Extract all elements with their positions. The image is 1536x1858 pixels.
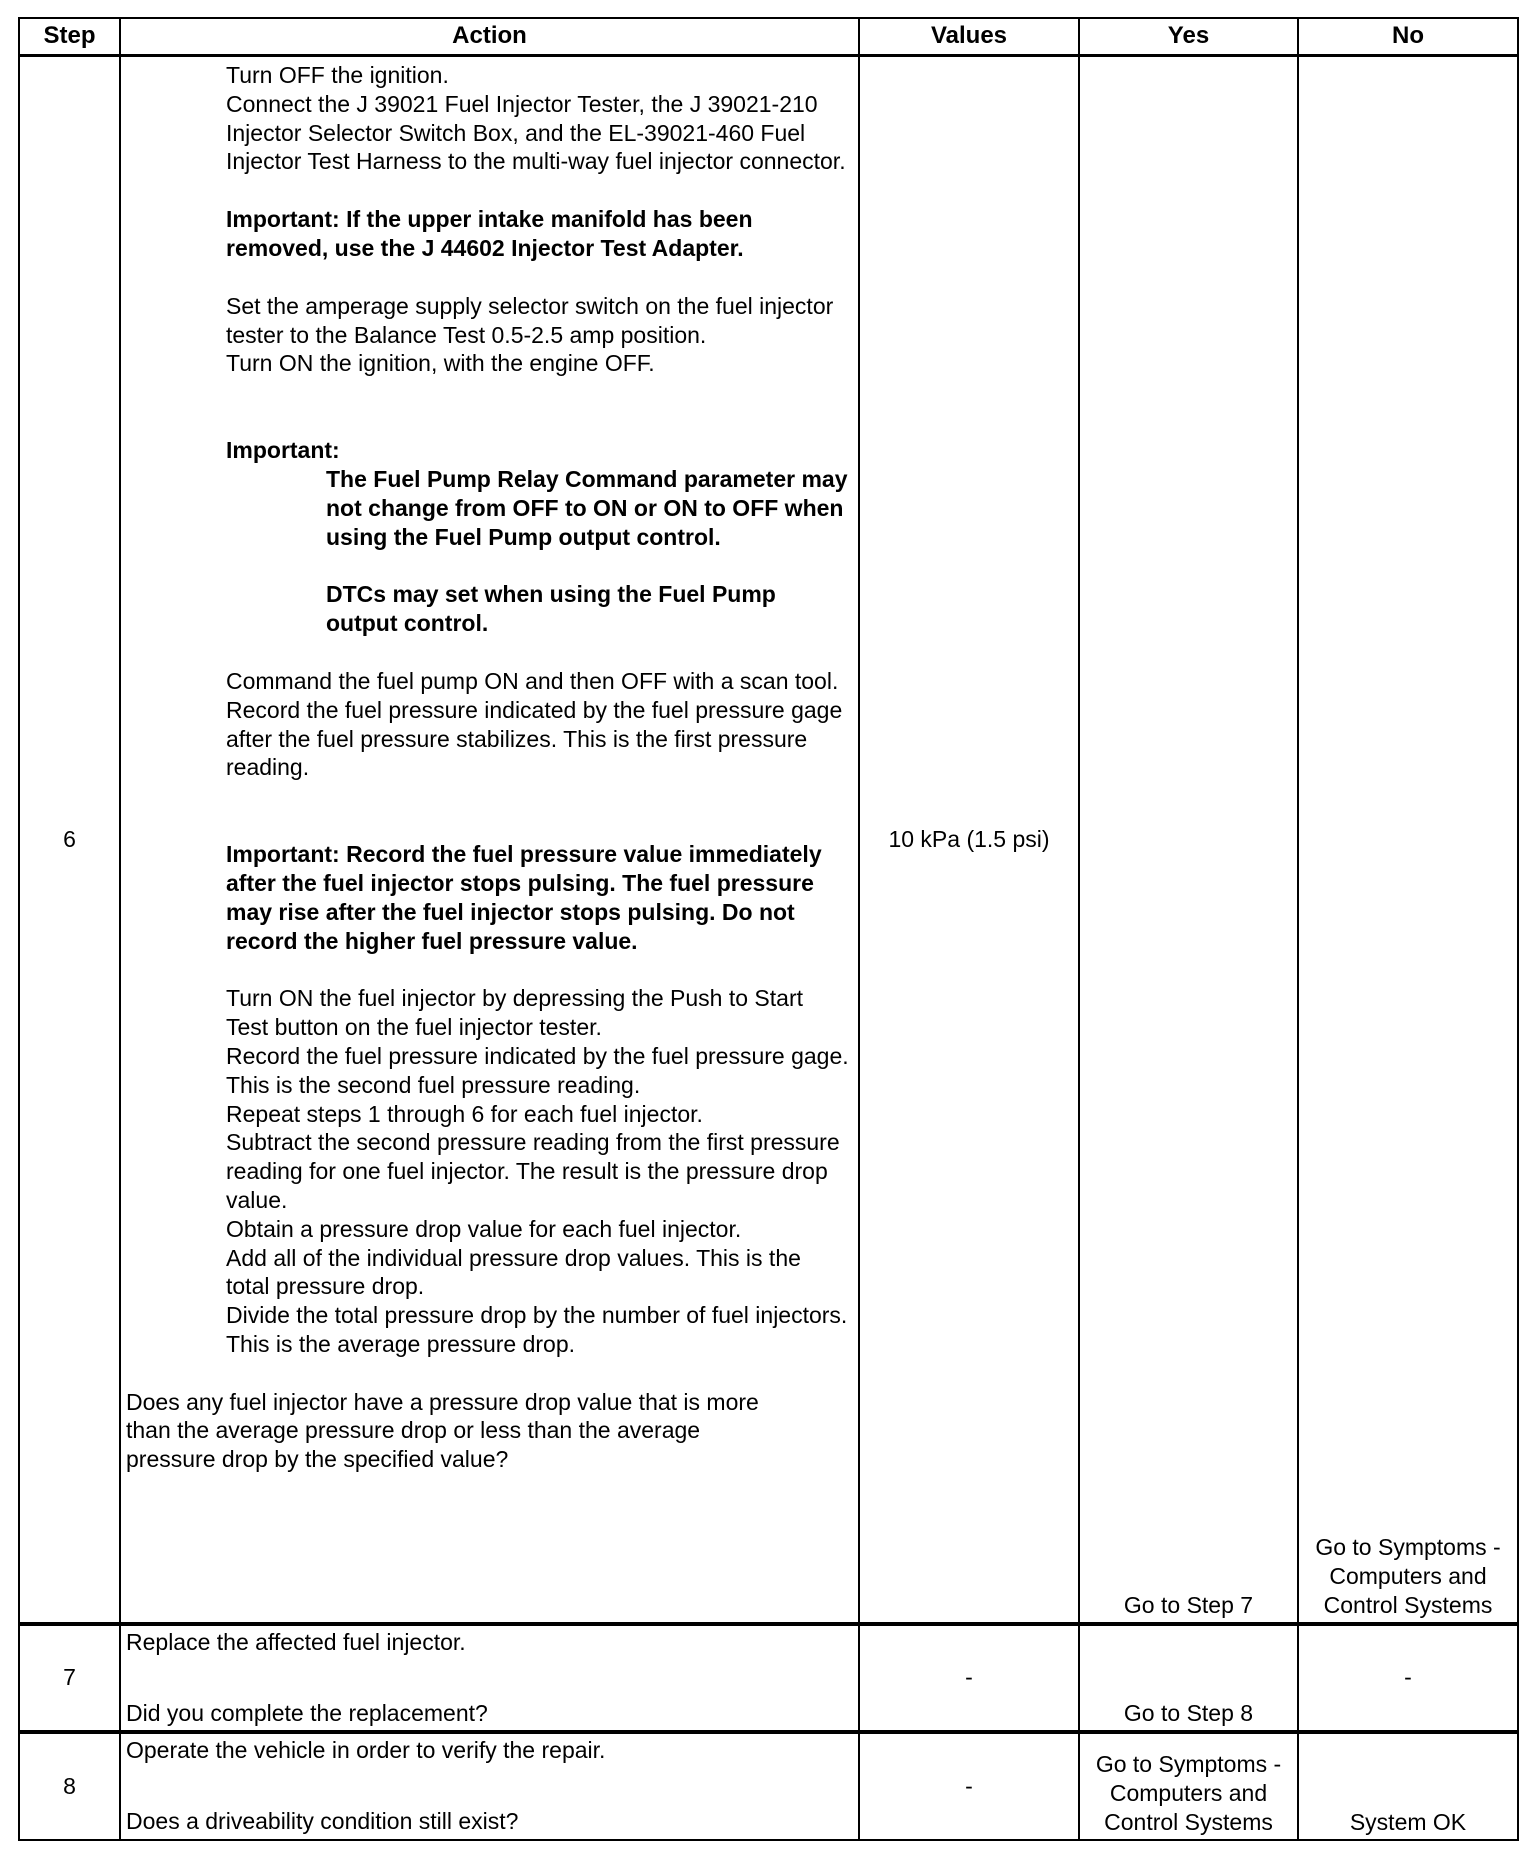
action-text: Subtract the second pressure reading from the first pressure reading for one fuel injector. The result is the pressure drop value.	[226, 1129, 840, 1213]
action-text: Repeat steps 1 through 6 for each fuel injector.	[226, 1100, 703, 1127]
action-text: Obtain a pressure drop value for each fuel injector.	[226, 1215, 742, 1242]
table-row-step-7	[19, 1624, 1518, 1732]
action-text: Divide the total pressure drop by the number of fuel injectors. This is the average pressure drop.	[226, 1302, 848, 1357]
action-cell	[120, 1624, 859, 1732]
action-text: Command the fuel pump ON and then OFF with a scan tool.	[226, 667, 839, 694]
important-label: Important:	[226, 437, 340, 464]
value-cell: -	[859, 1732, 1079, 1840]
important-note: Important: If the upper intake manifold has been removed, use the J 44602 Injector Test Adapter.	[226, 206, 753, 261]
header-values: Values	[859, 18, 1079, 56]
action-steps	[126, 61, 854, 1359]
yes-cell	[1079, 1732, 1298, 1840]
value-cell: -	[859, 1624, 1079, 1732]
decision-question: Did you complete the replacement?	[126, 1699, 488, 1726]
yes-cell	[1079, 56, 1298, 1624]
no-cell: -	[1298, 1624, 1518, 1732]
yes-link[interactable]: Go to Step 7	[1123, 1591, 1254, 1618]
step-number: 7	[19, 1624, 120, 1732]
header-no: No	[1298, 18, 1518, 56]
action-text: Operate the vehicle in order to verify the repair.	[126, 1736, 606, 1763]
action-text: Turn ON the fuel injector by depressing the Push to Start Test button on the fuel injector tester.	[226, 985, 803, 1041]
no-link: System OK	[1349, 1808, 1467, 1835]
important-note: DTCs may set when using the Fuel Pump output control.	[326, 581, 776, 637]
action-text: Replace the affected fuel injector.	[126, 1628, 466, 1655]
decision-question: Does any fuel injector have a pressure drop value that is more than the average pressure drop or less than the average pressure drop by the specified value?	[126, 1388, 759, 1473]
table-row-step-6	[19, 56, 1518, 1624]
no-link[interactable]: Go to Symptoms - Computers and Control Systems	[1315, 1534, 1501, 1618]
action-text: Turn OFF the ignition.	[226, 62, 449, 88]
action-text: Record the fuel pressure indicated by the fuel pressure gage. This is the second fuel pressure reading.	[226, 1042, 849, 1098]
action-text: Add all of the individual pressure drop values. This is the total pressure drop.	[226, 1244, 801, 1300]
value-cell: 10 kPa (1.5 psi)	[859, 56, 1079, 1624]
diagnostic-table	[18, 17, 1519, 1841]
important-note: Important: Record the fuel pressure value immediately after the fuel injector stops pulsing. The fuel pressure may rise after the fuel injector stops pulsing. Do not record the higher fuel pressure value.	[226, 841, 822, 954]
action-text: Connect the J 39021 Fuel Injector Tester, the J 39021-210 Injector Selector Switch Box, and the EL-39021-460 Fuel Injector Test Harness to the multi-way fuel injector connector.	[226, 90, 846, 175]
action-cell	[120, 56, 859, 1624]
no-cell	[1298, 1732, 1518, 1840]
no-cell	[1298, 56, 1518, 1624]
yes-link[interactable]: Go to Step 8	[1123, 1699, 1254, 1726]
yes-link[interactable]: Go to Symptoms - Computers and Control Systems	[1095, 1751, 1282, 1835]
action-cell	[120, 1732, 859, 1840]
header-yes: Yes	[1079, 18, 1298, 56]
header-action: Action	[120, 18, 859, 56]
decision-question: Does a driveability condition still exist?	[126, 1807, 519, 1834]
step-number: 8	[19, 1732, 120, 1840]
action-text: Turn ON the ignition, with the engine OFF.	[226, 350, 655, 377]
header-step: Step	[19, 18, 120, 56]
action-text: Set the amperage supply selector switch on the fuel injector tester to the Balance Test 0.5-2.5 amp position.	[226, 292, 834, 348]
step-number: 6	[19, 56, 120, 1624]
table-row-step-8	[19, 1732, 1518, 1840]
yes-cell	[1079, 1624, 1298, 1732]
important-list	[226, 465, 850, 638]
important-note: The Fuel Pump Relay Command parameter may not change from OFF to ON or ON to OFF when using the Fuel Pump output control.	[326, 465, 848, 550]
header-row	[19, 18, 1518, 56]
action-text: Record the fuel pressure indicated by the fuel pressure gage after the fuel pressure stabilizes. This is the first pressure reading.	[226, 696, 843, 781]
